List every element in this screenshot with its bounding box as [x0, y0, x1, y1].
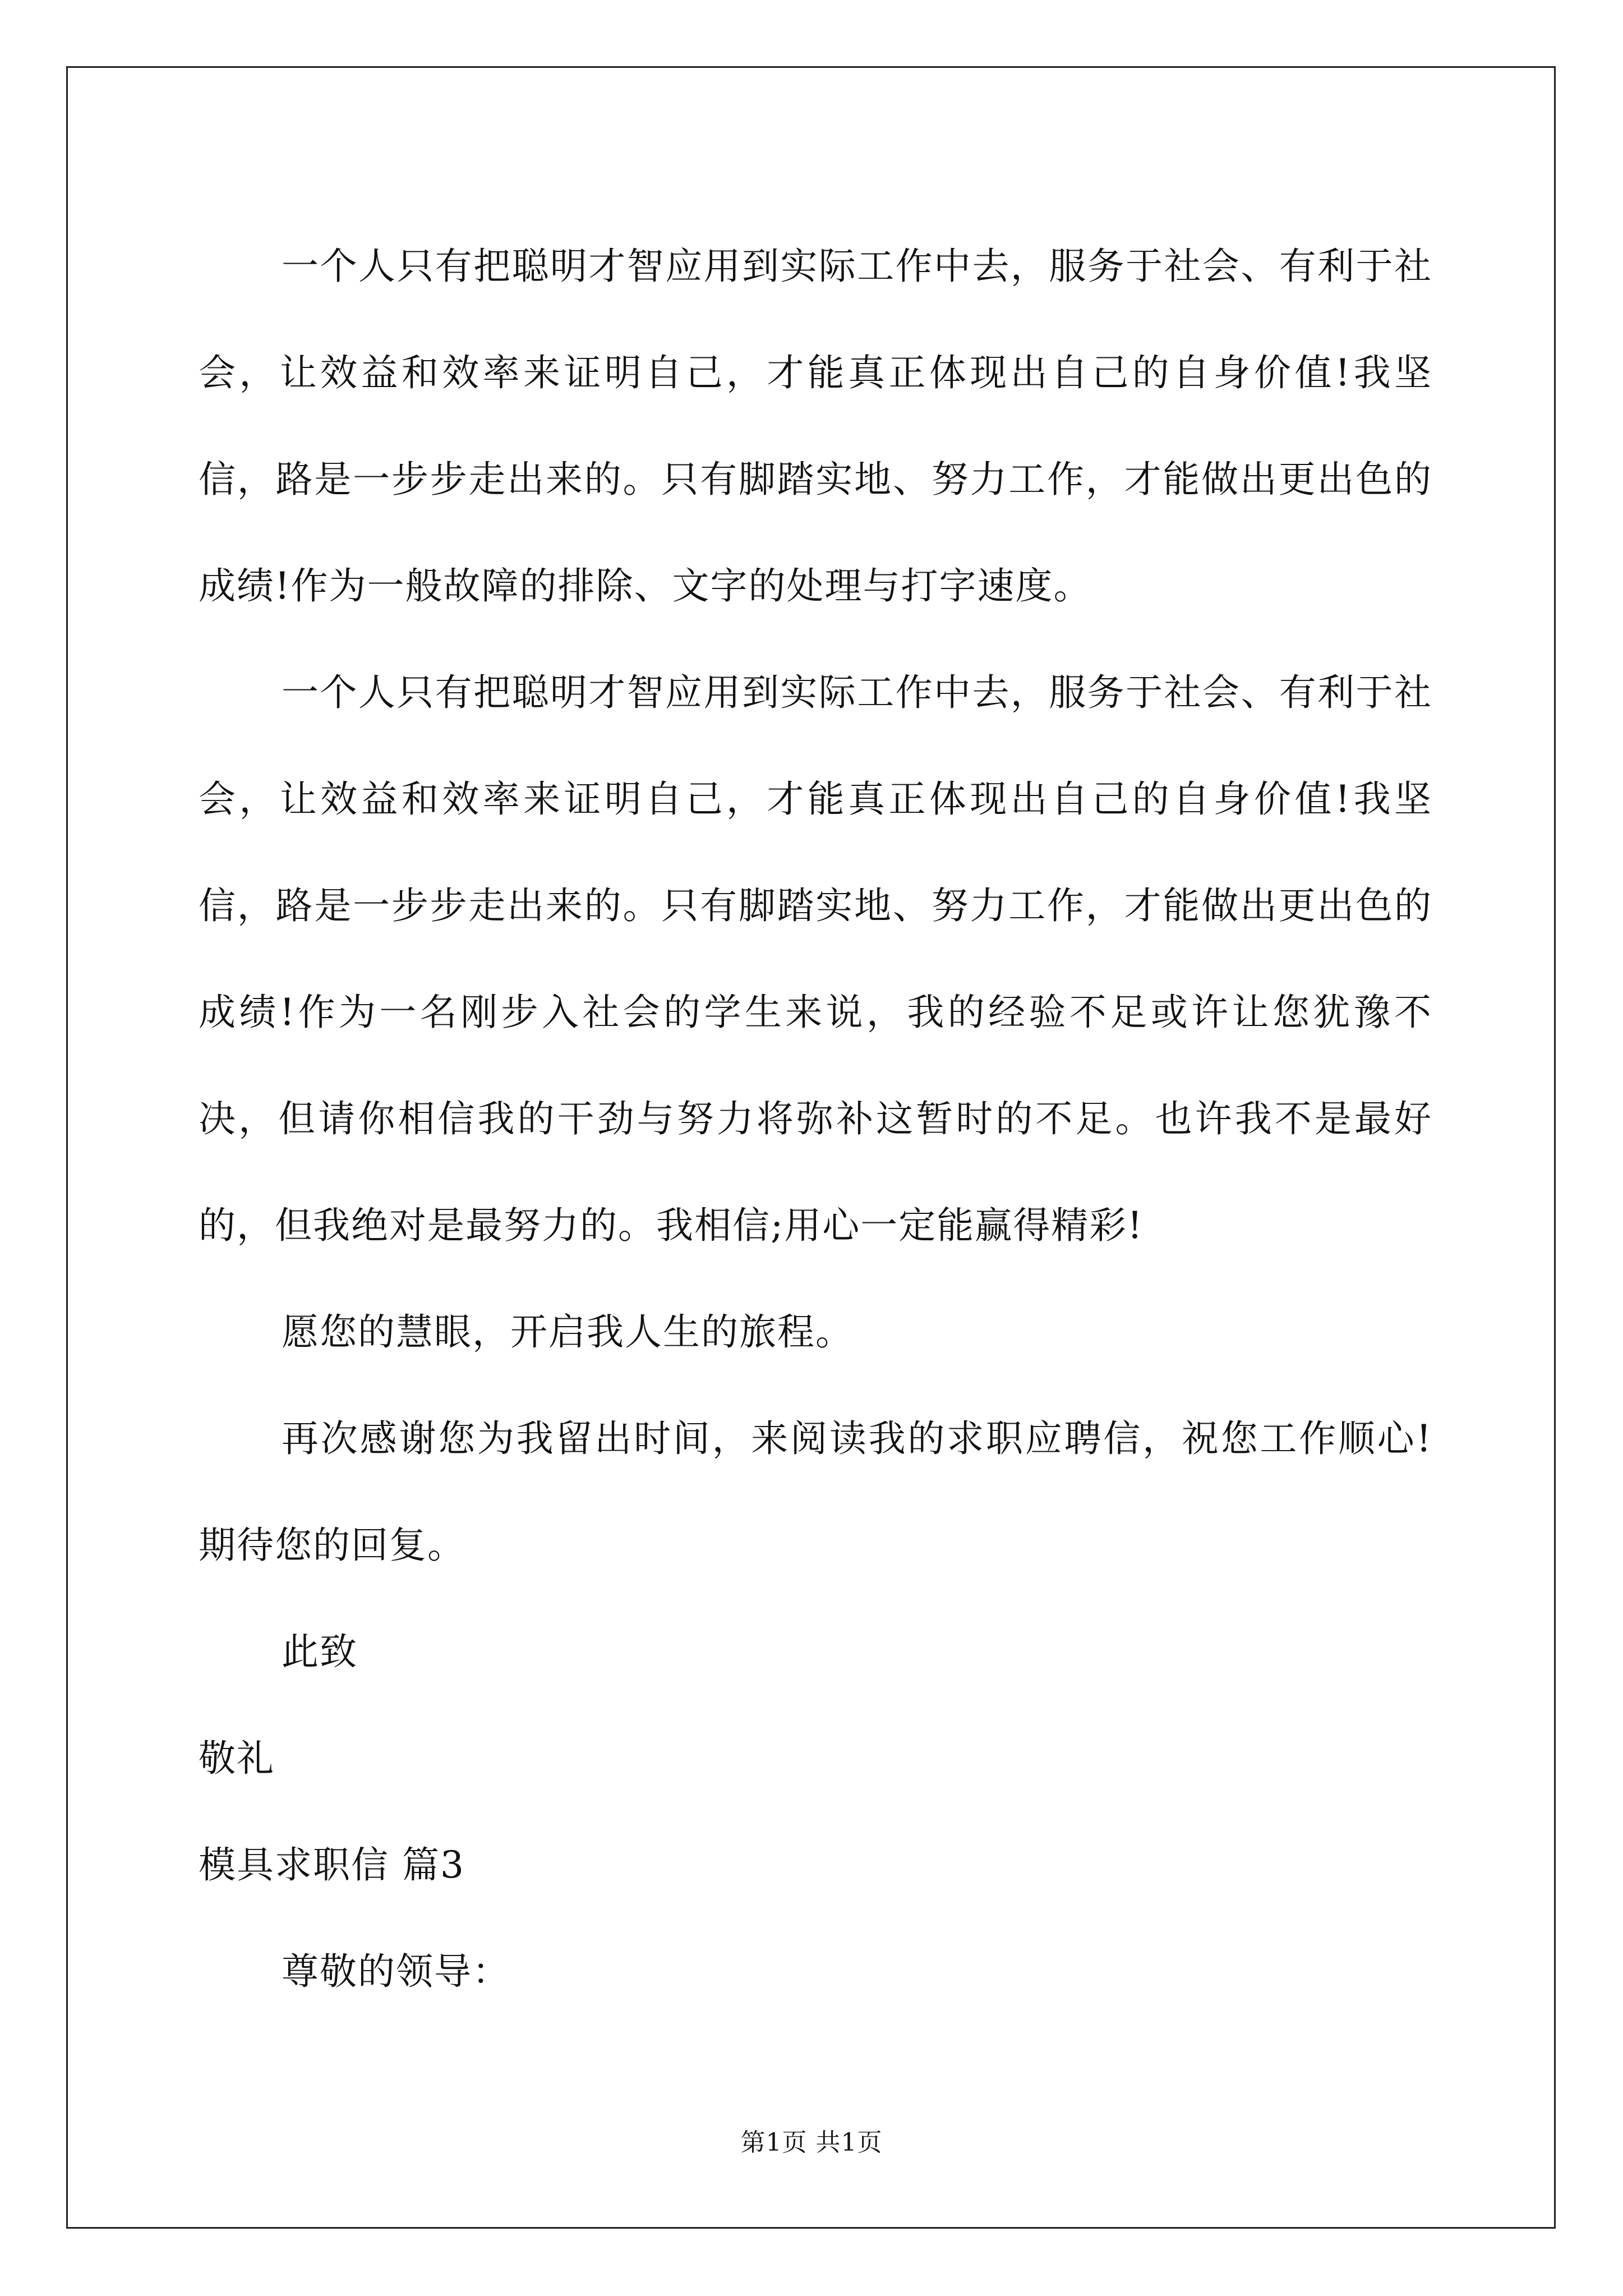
paragraph-4: 再次感谢您为我留出时间，来阅读我的求职应聘信，祝您工作顺心!期待您的回复。 — [199, 1417, 1432, 1567]
paragraph-1: 一个人只有把聪明才智应用到实际工作中去，服务于社会、有利于社会，让效益和效率来证明自己，才能真正体现出自己的自身价值!我坚信，路是一步步走出来的。只有脚踏实地、努力工作，才能做出更出色的成绩!作为一般故障的排除、文字的处理与打字速度。 — [199, 245, 1432, 608]
paragraph-2: 一个人只有把聪明才智应用到实际工作中去，服务于社会、有利于社会，让效益和效率来证明自己，才能真正体现出自己的自身价值!我坚信，路是一步步走出来的。只有脚踏实地、努力工作，才能做出更出色的成绩!作为一名刚步入社会的学生来说，我的经验不足或许让您犹豫不决，但请你相信我的干劲与努力将弥补这暂时的不足。也许我不是最好的，但我绝对是最努力的。我相信;用心一定能赢得精彩! — [199, 671, 1432, 1247]
greeting: 尊敬的领导： — [282, 1950, 510, 1993]
page-footer: 第1页 共1页 — [740, 2128, 883, 2157]
paragraph-3: 愿您的慧眼，开启我人生的旅程。 — [282, 1310, 854, 1354]
closing-regards: 敬礼 — [199, 1737, 275, 1780]
section-heading: 模具求职信 篇3 — [199, 1843, 465, 1887]
document-body — [199, 213, 1432, 2025]
closing-salutation: 此致 — [282, 1630, 358, 1673]
